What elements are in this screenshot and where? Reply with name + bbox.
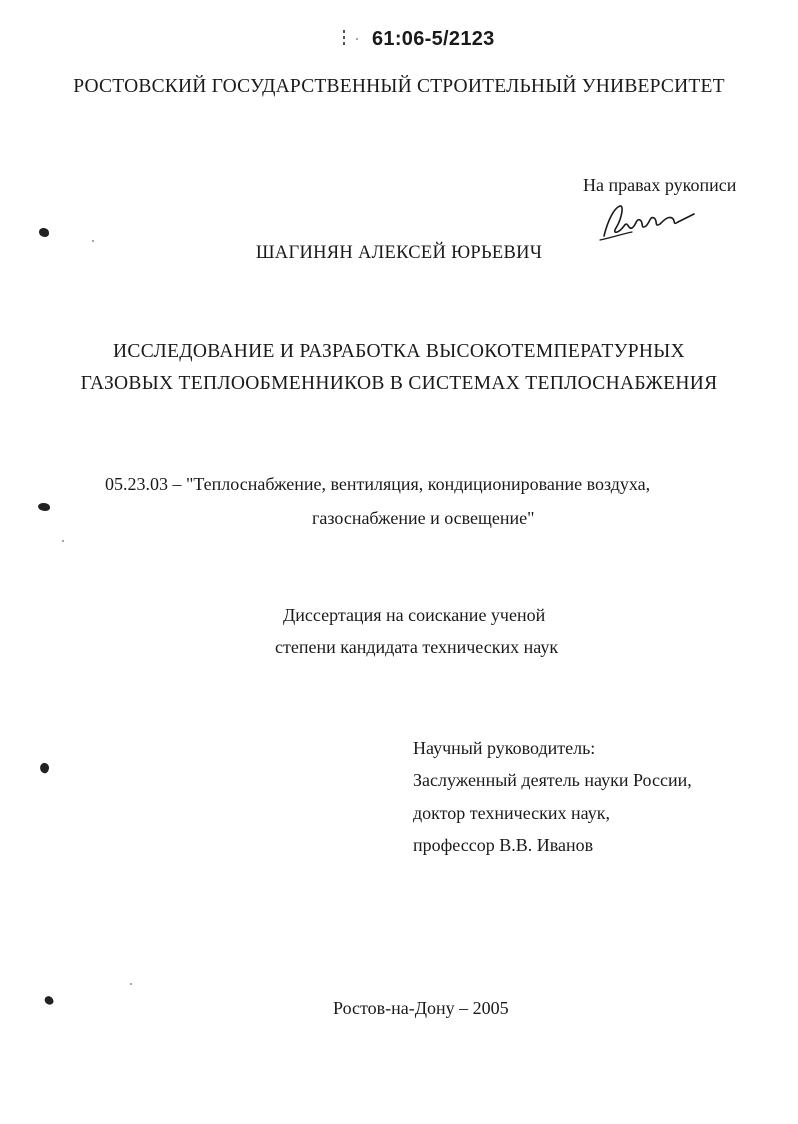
university-name: РОСТОВСКИЙ ГОСУДАРСТВЕННЫЙ СТРОИТЕЛЬНЫЙ УНИВЕРСИТЕТ xyxy=(73,76,725,97)
scan-speck xyxy=(130,983,132,985)
supervisor-line-3: профессор В.В. Иванов xyxy=(413,835,594,855)
scan-mark xyxy=(38,503,50,511)
scan-speck xyxy=(92,240,94,242)
supervisor-line-2: доктор технических наук, xyxy=(413,803,610,823)
place-year: Ростов-на-Дону – 2005 xyxy=(333,998,509,1018)
author-name: ШАГИНЯН АЛЕКСЕЙ ЮРЬЕВИЧ xyxy=(255,243,543,263)
supervisor-line-1: Заслуженный деятель науки России, xyxy=(413,770,692,790)
specialty-line-1: 05.23.03 – "Теплоснабжение, вентиляция, кондиционирование воздуха, xyxy=(105,474,651,494)
supervisor-label: Научный руководитель: xyxy=(413,738,596,758)
specialty-line-2: газоснабжение и освещение" xyxy=(312,508,535,528)
dissertation-line-2: степени кандидата технических наук xyxy=(275,637,559,657)
dissertation-line-1: Диссертация на соискание ученой xyxy=(283,605,546,625)
scan-mark xyxy=(39,762,51,774)
thesis-title-line-1: ИССЛЕДОВАНИЕ И РАЗРАБОТКА ВЫСОКОТЕМПЕРАТУРНЫХ xyxy=(113,341,685,362)
archive-code: 61:06-5/2123 xyxy=(372,28,495,50)
scan-mark xyxy=(39,228,49,237)
scan-mark xyxy=(43,995,54,1007)
scan-speck xyxy=(356,38,358,40)
scan-speck xyxy=(62,540,64,542)
manuscript-note: На правах рукописи xyxy=(583,175,737,195)
archive-mark xyxy=(343,30,345,48)
signature-icon xyxy=(598,200,698,244)
thesis-title-line-2: ГАЗОВЫХ ТЕПЛООБМЕННИКОВ В СИСТЕМАХ ТЕПЛОСНАБЖЕНИЯ xyxy=(80,373,718,394)
